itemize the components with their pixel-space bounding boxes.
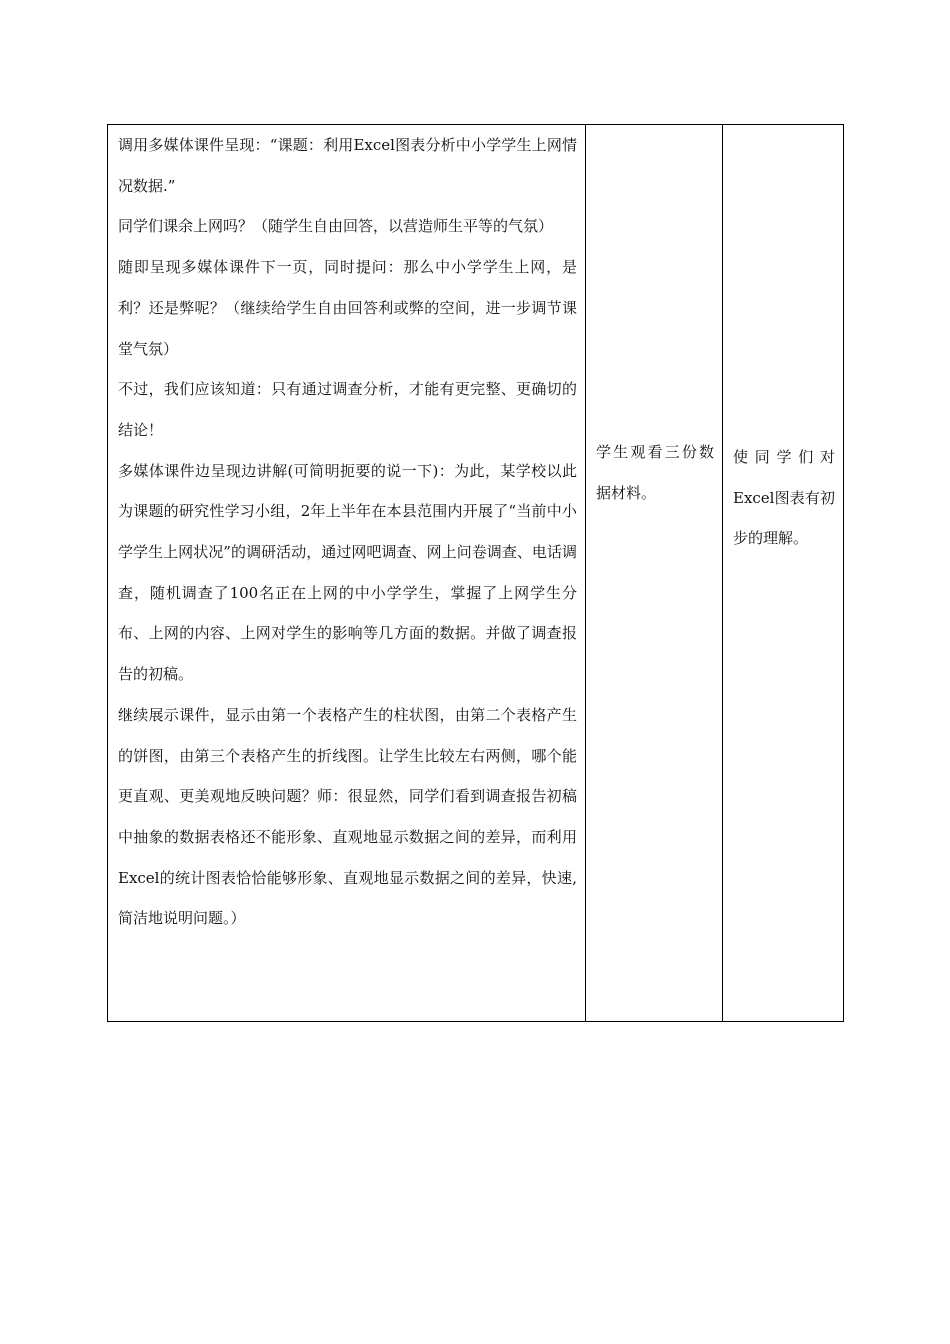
teacher-paragraph: 同学们课余上网吗？（随学生自由回答，以营造师生平等的气氛） [118, 217, 554, 236]
student-activity-text: 学生观看三份数据材料。 [596, 443, 714, 502]
design-intent-cell [723, 125, 844, 1022]
teacher-activity-cell [108, 125, 586, 1022]
teacher-paragraph: 多媒体课件边呈现边讲解(可简明扼要的说一下)：为此，某学校以此为课题的研究性学习小组，2年上半年在本县范围内开展了“当前中小学学生上网状况”的调研活动，通过网吧调查、网上问卷调查、电话调查，随机调查了100名正在上网的中小学学生，掌握了上网学生分布、上网的内容、上网对学生的影响等几方面的数据。并做了调查报告的初稿。 [118, 461, 577, 684]
teacher-paragraph: 不过，我们应该知道：只有通过调查分析，才能有更完整、更确切的结论！ [118, 380, 577, 439]
teacher-paragraph: 继续展示课件，显示由第一个表格产生的柱状图，由第二个表格产生的饼图，由第三个表格产生的折线图。让学生比较左右两侧，哪个能更直观、更美观地反映问题？师：很显然，同学们看到调查报告初稿中抽象的数据表格还不能形象、直观地显示数据之间的差异，而利用Excel的统计图表恰恰能够形象、直观地显示数据之间的差异，快速,简洁地说明问题。） [118, 705, 577, 928]
lesson-table [107, 124, 844, 1022]
student-activity-cell [586, 125, 723, 1022]
table-row [108, 125, 844, 1022]
teacher-paragraph: 调用多媒体课件呈现：“课题：利用Excel图表分析中小学学生上网情况数据.” [118, 136, 577, 195]
design-intent-text: 使同学们对Excel图表有初步的理解。 [733, 447, 835, 548]
teacher-paragraph: 随即呈现多媒体课件下一页，同时提问：那么中小学学生上网，是利？还是弊呢？（继续给学生自由回答利或弊的空间，进一步调节课堂气氛） [118, 258, 577, 358]
